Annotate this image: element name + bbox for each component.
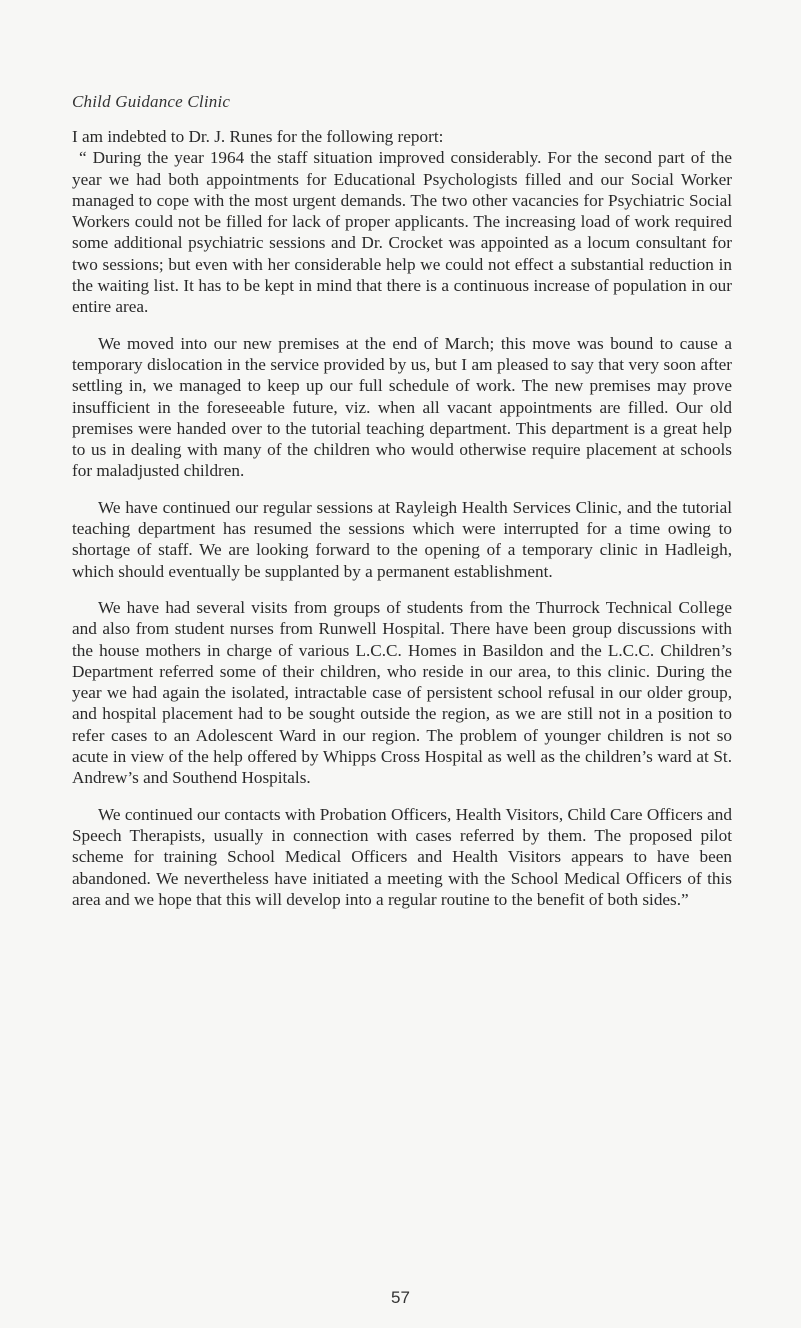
page-number: 57 — [391, 1288, 410, 1307]
report-paragraph-contacts: We continued our contacts with Probation Officers, Health Visitors, Child Care Officers and Speech Therapists, usually in connection with cases referred by them. The proposed pilot scheme for training School Medical Officers and Health Visitors appears to have been abandoned. We nevertheless have initiated a meeting with the School Medical Officers of this area and we hope that this will develop into a regular routine to the benefit of both sides.” — [72, 804, 732, 909]
intro-paragraph: I am indebted to Dr. J. Runes for the following report: — [72, 127, 444, 146]
document-page — [72, 92, 732, 925]
report-paragraph-premises: We moved into our new premises at the end of March; this move was bound to cause a temporary dislocation in the service provided by us, but I am pleased to say that very soon after settling in, we managed to keep up our full schedule of work. The new premises may prove insufficient in the foreseeable future, viz. when all vacant appointments are filled. Our old premises were handed over to the tutorial teaching department. This department is a great help to us in dealing with many of the children who would otherwise require placement at schools for maladjusted children. — [72, 333, 732, 481]
report-paragraph-visits: We have had several visits from groups of students from the Thurrock Technical College and also from student nurses from Runwell Hospital. There have been group discussions with the house mothers in charge of various L.C.C. Homes in Basildon and the L.C.C. Children’s Department referred some of their children, who reside in our area, to this clinic. During the year we had again the isolated, intractable case of persistent school refusal in our older group, and hospital placement had to be sought outside the region, as we are still not in a position to refer cases to an Adolescent Ward in our region. The problem of younger children is not so acute in view of the help offered by Whipps Cross Hospital as well as the children’s ward at St. Andrew’s and Southend Hospitals. — [72, 597, 732, 788]
report-paragraph-staffing: “ During the year 1964 the staff situation improved considerably. For the second part of the year we had both appointments for Educational Psychologists filled and our Social Worker managed to cope with the most urgent demands. The two other vacancies for Psychiatric Social Workers could not be filled for lack of proper applicants. The increasing load of work required some additional psychiatric sessions and Dr. Crocket was appointed as a locum consultant for two sessions; but even with her considerable help we could not effect a substantial reduction in the waiting list. It has to be kept in mind that there is a continuous increase of population in our entire area. — [72, 148, 732, 317]
report-paragraph-sessions: We have continued our regular sessions at Rayleigh Health Services Clinic, and the tutorial teaching department has resumed the sessions which were interrupted for a time owing to shortage of staff. We are looking forward to the opening of a temporary clinic in Hadleigh, which should eventually be supplanted by a permanent establishment. — [72, 497, 732, 581]
section-heading: Child Guidance Clinic — [72, 92, 231, 111]
